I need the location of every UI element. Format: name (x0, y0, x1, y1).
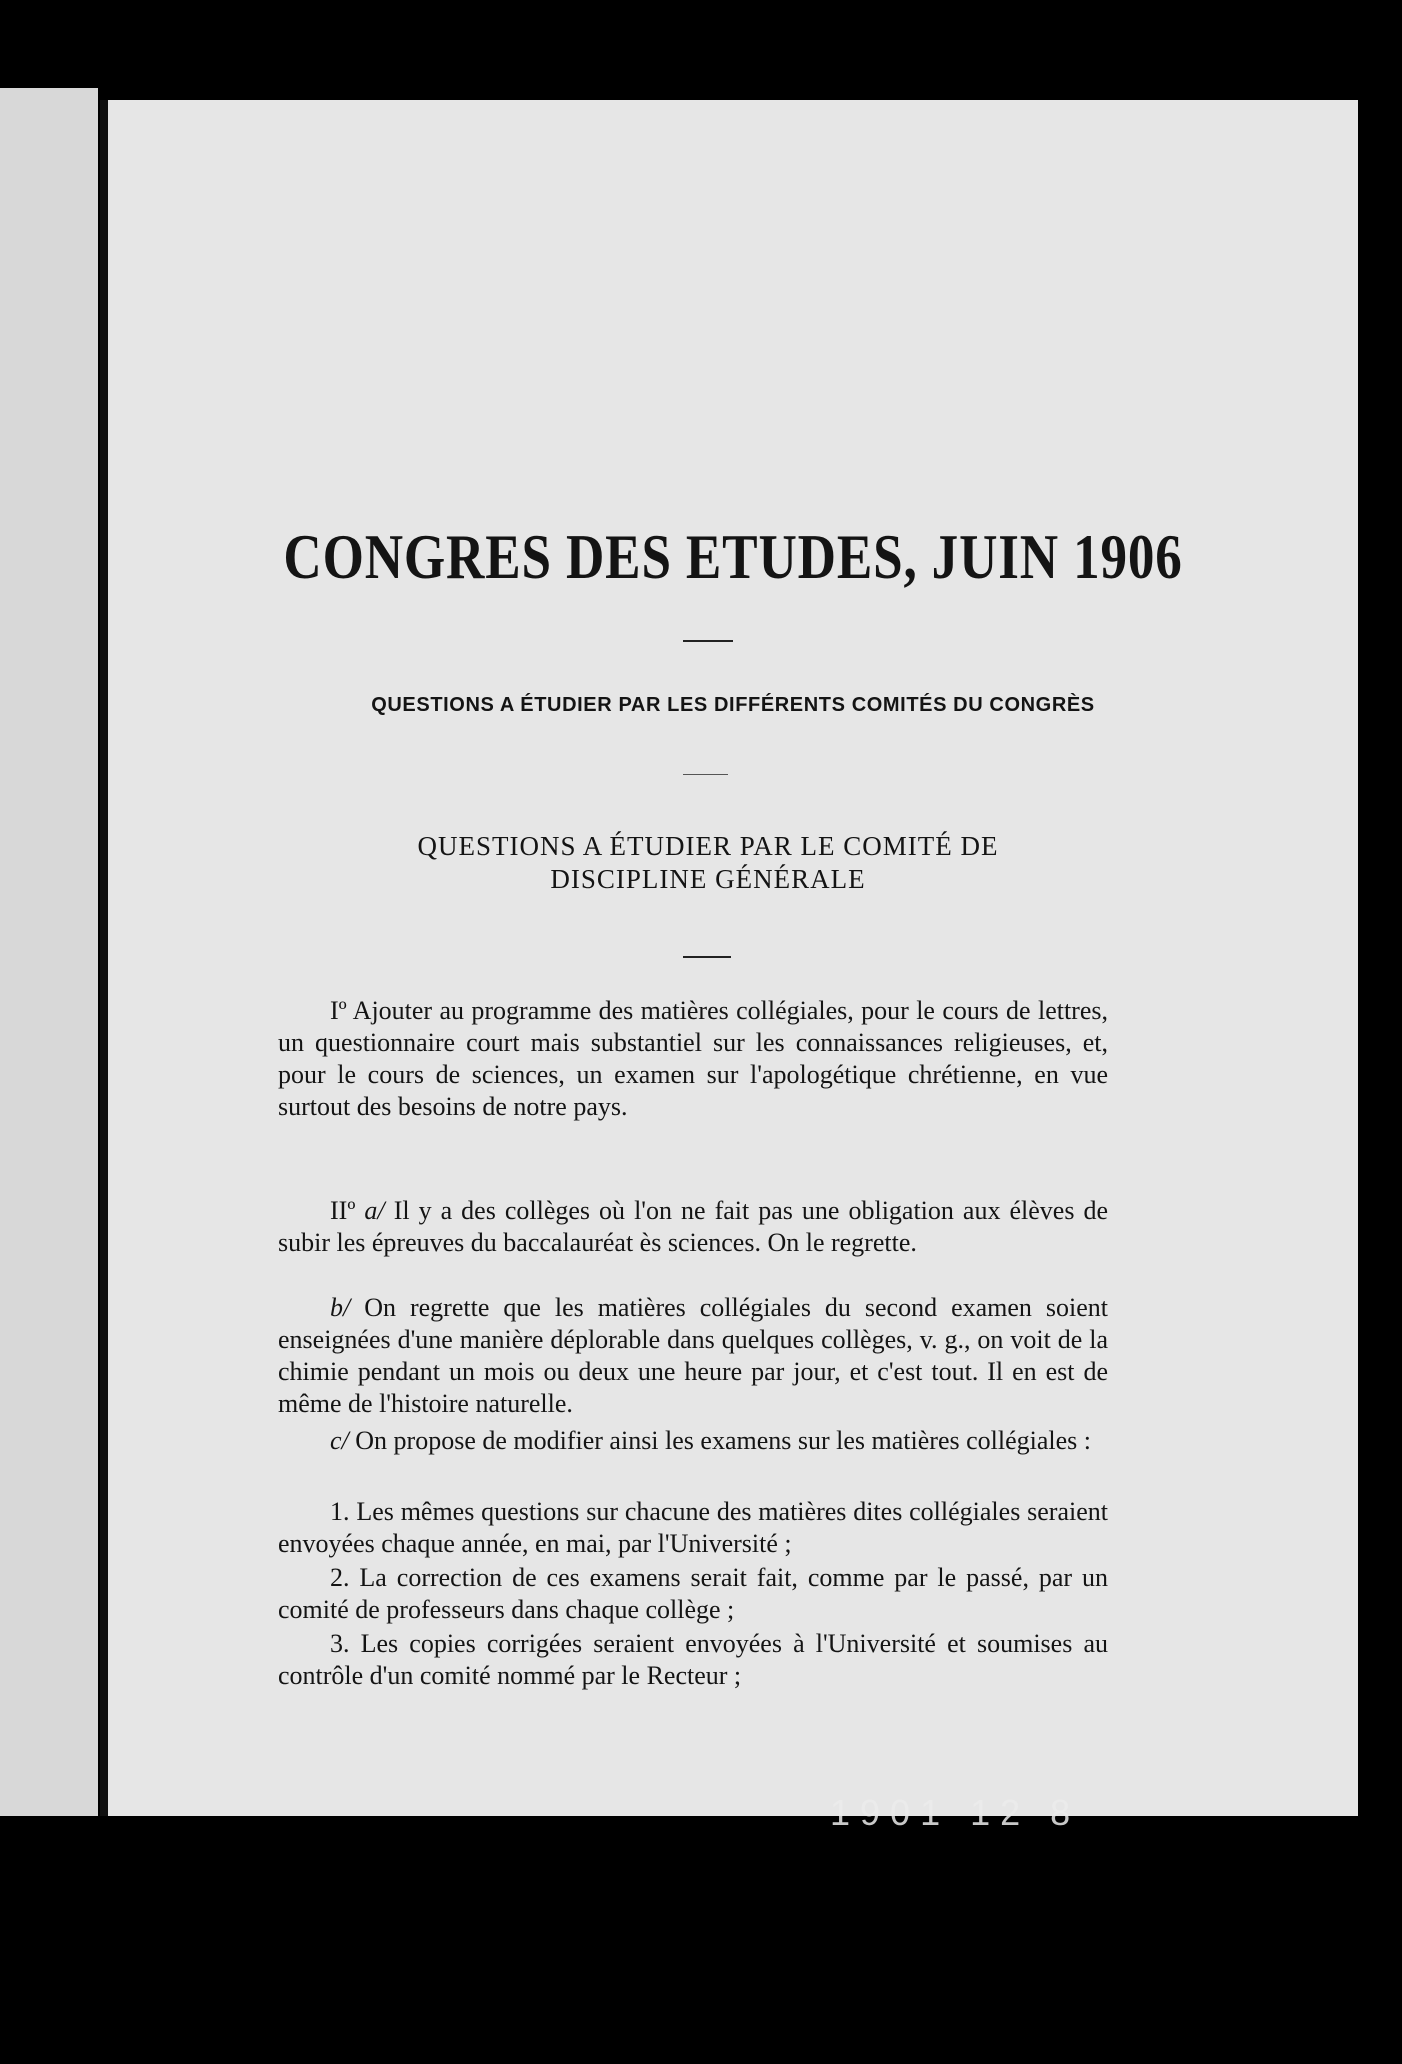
section-title-line-2: DISCIPLINE GÉNÉRALE (550, 864, 866, 894)
list-item-2: 2. La correction de ces examens serait fait, comme par le passé, par un comité de professeurs dans chaque collège ; (278, 1563, 1108, 1624)
paragraph-3-text: On regrette que les matières collégiales du second examen soient enseignées d'une manière déplorable dans quelques collèges, v. g., on voit de la chimie pendant un mois ou deux une heure par jour, et c'est tout. Il en est de même de l'histoire naturelle. (278, 1293, 1108, 1418)
paragraph-2-letter: a/ (364, 1196, 385, 1225)
paragraph-2-text: Il y a des collèges où l'on ne fait pas une obligation aux élèves de subir les épreuves du baccalauréat ès sciences. On le regrette. (278, 1196, 1109, 1257)
paragraph-2 (278, 1195, 1108, 1259)
document-page (108, 100, 1358, 1816)
section-title (258, 830, 1158, 896)
document-title: CONGRES DES ETUDES, JUIN 1906 (283, 521, 1183, 592)
frame-stamp: 1901 12 8 (830, 1792, 1081, 1833)
paragraph-4-letter: c/ (330, 1426, 349, 1455)
list-item-3: 3. Les copies corrigées seraient envoyées à l'Université et soumises au contrôle d'un comité nommé par le Recteur ; (278, 1629, 1108, 1690)
document-subtitle: QUESTIONS A ÉTUDIER PAR LES DIFFÉRENTS COMITÉS DU CONGRÈS (371, 694, 1095, 716)
paragraph-4-text: On propose de modifier ainsi les examens sur les matières collégiales : (355, 1426, 1091, 1455)
paragraph-4 (278, 1425, 1108, 1457)
separator-rule (683, 956, 731, 958)
list-item-1: 1. Les mêmes questions sur chacune des matières dites collégiales seraient envoyées chaque année, en mai, par l'Université ; (278, 1497, 1108, 1558)
separator-rule (683, 774, 728, 775)
film-margin (108, 1816, 1358, 2064)
adjacent-page-edge (0, 88, 98, 1816)
section-title-line-1: QUESTIONS A ÉTUDIER PAR LE COMITÉ DE (417, 831, 999, 861)
paragraph-3-letter: b/ (330, 1293, 351, 1322)
paragraph-3 (278, 1292, 1108, 1420)
page-spine (100, 100, 108, 1816)
paragraph-1: Iº Ajouter au programme des matières collégiales, pour le cours de lettres, un questionnaire court mais substantiel sur les connaissances religieuses, et, pour le cours de sciences, un examen sur l'apologétique chrétienne, en vue surtout des besoins de notre pays. (278, 996, 1108, 1121)
separator-rule (683, 640, 733, 642)
paragraph-2-marker: IIº (330, 1196, 356, 1225)
